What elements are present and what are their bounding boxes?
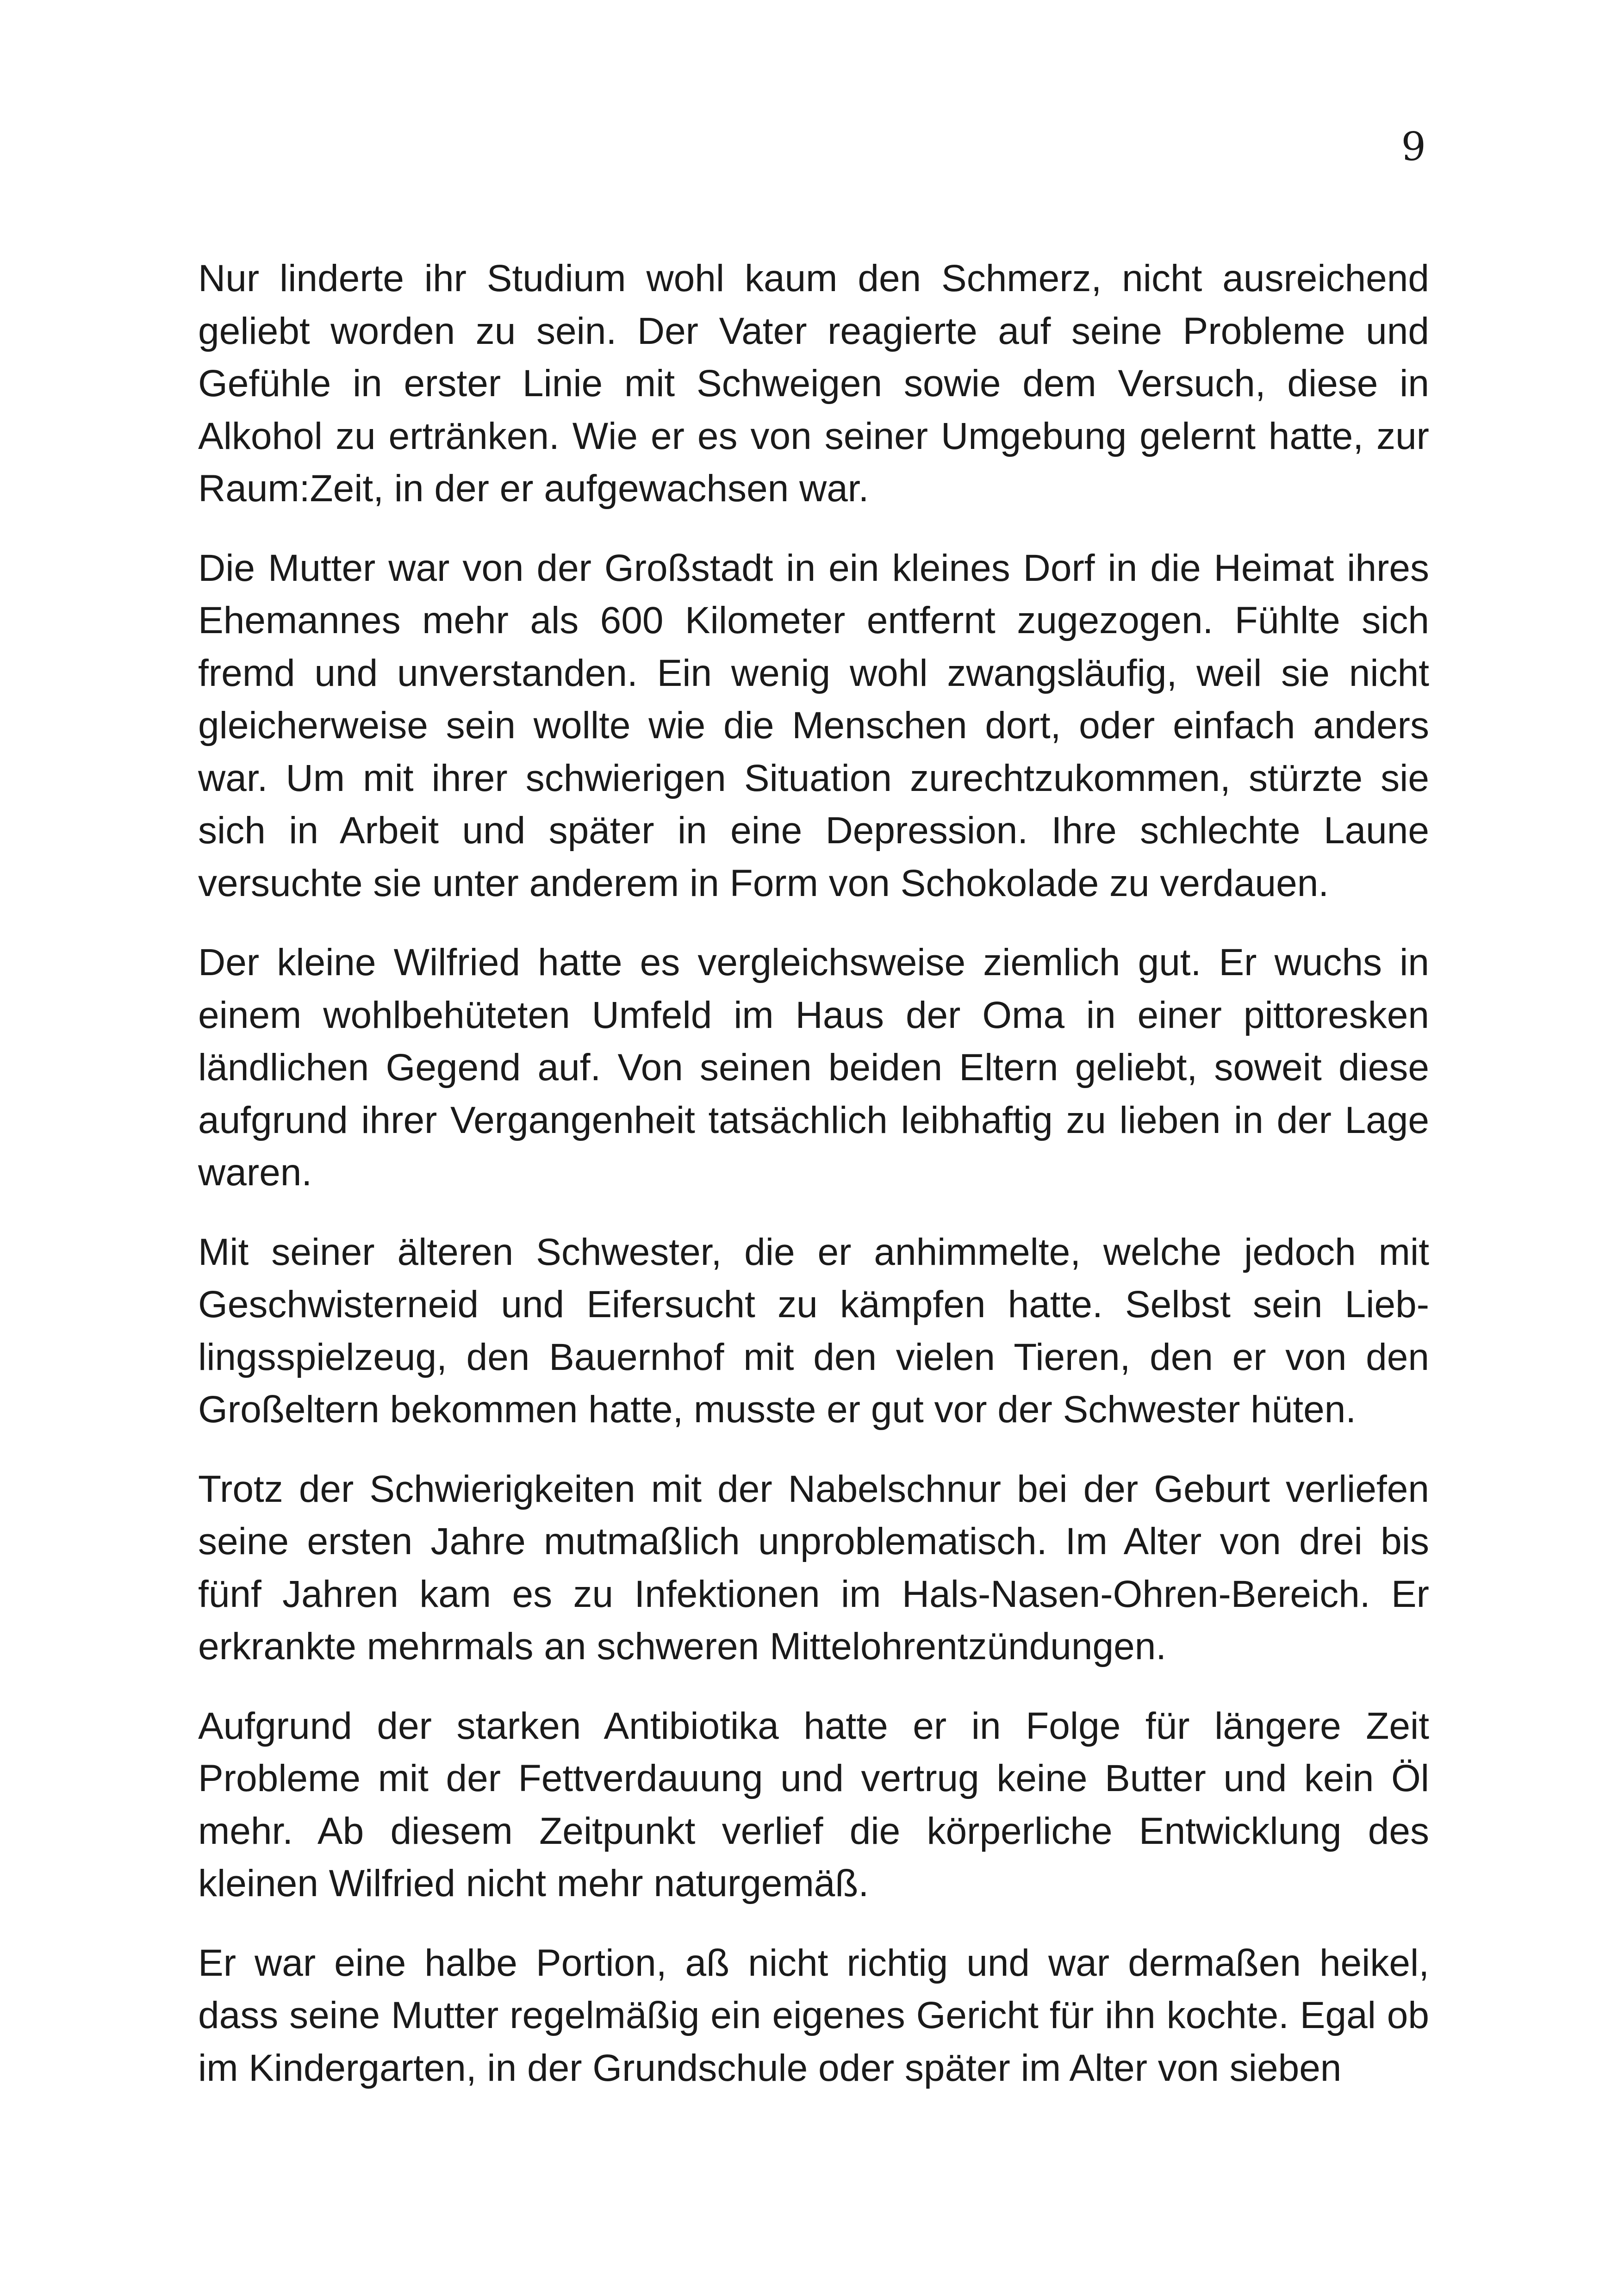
paragraph: Aufgrund der starken Antibiotika hatte er in Folge für längere Zeit Probleme mit der Fettverdauung und vertrug keine Butter und kein Öl mehr. Ab diesem Zeitpunkt verlief die körperliche Entwicklung des kleinen Wilfried nicht mehr naturgemäß. xyxy=(198,1705,1429,1904)
paragraph: Mit seiner älteren Schwester, die er anhimmelte, welche jedoch mit Geschwisterneid und Eifersucht zu kämpfen hatte. Selbst sein Lieblingsspielzeug, den Bauernhof mit den vielen Tieren, den er von den Großeltern bekommen hatte, musste er gut vor der Schwester hüten. xyxy=(198,1231,1429,1431)
paragraph: Die Mutter war von der Großstadt in ein kleines Dorf in die Heimat ihres Ehemannes mehr als 600 Kilometer entfernt zugezogen. Fühlte sich fremd und unverstanden. Ein wenig wohl zwangsläufig, weil sie nicht gleicherweise sein wollte wie die Menschen dort, oder einfach anders war. Um mit ihrer schwierigen Situation zurechtzukommen, stürzte sie sich in Arbeit und später in eine Depression. Ihre schlechte Laune versuchte sie unter anderem in Form von Schokolade zu verdauen. xyxy=(198,547,1429,904)
page-number: 9 xyxy=(1401,124,1426,169)
paragraph: Trotz der Schwierigkeiten mit der Nabelschnur bei der Geburt verliefen seine ersten Jahre mutmaßlich unproblematisch. Im Alter von drei bis fünf Jahren kam es zu Infektionen im Hals-Nasen-Ohren-Bereich. Er erkrankte mehrmals an schweren Mittelohrentzündungen. xyxy=(198,1468,1429,1668)
paragraph: Der kleine Wilfried hatte es vergleichsweise ziemlich gut. Er wuchs in einem wohlbehüteten Umfeld im Haus der Oma in einer pittoresken ländlichen Gegend auf. Von seinen beiden Eltern geliebt, soweit diese aufgrund ihrer Vergangenheit tatsächlich leibhaftig zu lieben in der Lage waren. xyxy=(198,941,1429,1194)
paragraph: Er war eine halbe Portion, aß nicht richtig und war dermaßen heikel, dass seine Mutter regelmäßig ein eigenes Gericht für ihn kochte. Egal ob im Kindergarten, in der Grundschule oder später im Alter von sieben xyxy=(198,1941,1429,2089)
paragraph: Nur linderte ihr Studium wohl kaum den Schmerz, nicht ausreichend geliebt worden zu sein. Der Vater reagierte auf seine Probleme und Gefühle in erster Linie mit Schweigen sowie dem Versuch, diese in Alkohol zu ertränken. Wie er es von seiner Umgebung gelernt hatte, zur Raum:Zeit, in der er aufgewachsen war. xyxy=(198,257,1429,510)
body-text xyxy=(198,252,1429,2094)
